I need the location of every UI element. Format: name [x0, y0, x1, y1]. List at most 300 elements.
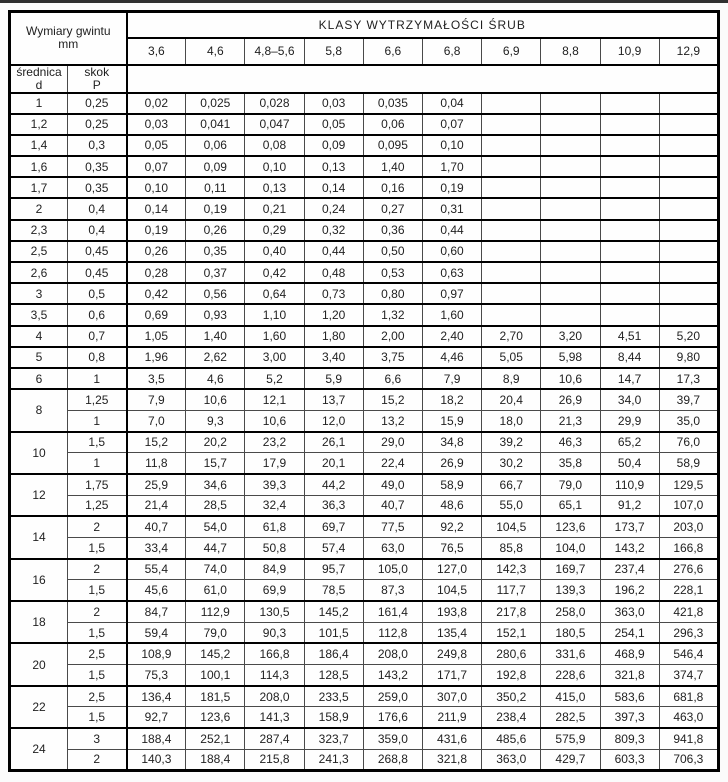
- cell-value: [541, 262, 600, 283]
- cell-value: 142,3: [482, 559, 541, 580]
- strength-classes-title: KLASY WYTRZYMAŁOŚCI ŚRUB: [127, 12, 719, 38]
- cell-value: 18,2: [422, 389, 481, 410]
- cell-value: 0,07: [127, 156, 186, 177]
- cell-pitch: 0,7: [68, 326, 127, 347]
- cell-value: 61,8: [245, 516, 304, 537]
- cell-value: [541, 241, 600, 262]
- cell-value: 1,32: [363, 304, 422, 325]
- cell-diameter: 12: [10, 474, 68, 516]
- cell-value: 181,5: [186, 686, 245, 707]
- cell-value: 84,9: [245, 559, 304, 580]
- class-header-0: 3,6: [127, 38, 186, 65]
- class-header-2: 4,8–5,6: [245, 38, 304, 65]
- cell-diameter: 1,6: [10, 156, 68, 177]
- cell-value: [541, 156, 600, 177]
- cell-value: 141,3: [245, 707, 304, 728]
- cell-value: 65,1: [541, 495, 600, 516]
- cell-value: 63,0: [363, 537, 422, 558]
- cell-value: 0,37: [186, 262, 245, 283]
- cell-value: 10,6: [186, 389, 245, 410]
- cell-value: 145,2: [186, 643, 245, 664]
- cell-value: 276,6: [659, 559, 718, 580]
- cell-value: [659, 93, 718, 114]
- cell-value: [541, 114, 600, 135]
- cell-value: 176,6: [363, 707, 422, 728]
- class-header-6: 6,9: [482, 38, 541, 65]
- cell-value: 0,05: [304, 114, 363, 135]
- cell-value: [659, 241, 718, 262]
- cell-value: 192,8: [482, 665, 541, 686]
- cell-pitch: 0,25: [68, 93, 127, 114]
- cell-value: 55,4: [127, 559, 186, 580]
- cell-value: 59,4: [127, 622, 186, 643]
- cell-value: 0,35: [186, 241, 245, 262]
- cell-value: 49,0: [363, 474, 422, 495]
- cell-value: [482, 262, 541, 283]
- cell-value: 166,8: [659, 537, 718, 558]
- cell-value: 0,025: [186, 93, 245, 114]
- cell-value: 215,8: [245, 749, 304, 770]
- bolt-strength-table: [8, 10, 720, 772]
- table-row: [10, 177, 719, 198]
- cell-value: 50,4: [600, 453, 659, 474]
- cell-value: 105,0: [363, 559, 422, 580]
- cell-value: 268,8: [363, 749, 422, 770]
- cell-value: 26,1: [304, 432, 363, 453]
- cell-value: [541, 135, 600, 156]
- table-row: [10, 283, 719, 304]
- cell-value: 2,62: [186, 347, 245, 368]
- cell-value: 1,05: [127, 326, 186, 347]
- thread-dimensions-unit: mm: [58, 37, 79, 52]
- cell-value: 0,028: [245, 93, 304, 114]
- cell-diameter: 1,2: [10, 114, 68, 135]
- cell-value: 1,96: [127, 347, 186, 368]
- cell-value: 0,03: [304, 93, 363, 114]
- table-body: [10, 93, 719, 771]
- cell-value: 25,9: [127, 474, 186, 495]
- cell-diameter: 4: [10, 326, 68, 347]
- cell-pitch: 1: [68, 368, 127, 389]
- cell-value: 259,0: [363, 686, 422, 707]
- cell-pitch: 1,25: [68, 389, 127, 410]
- cell-value: 23,2: [245, 432, 304, 453]
- diameter-symbol: d: [35, 77, 43, 92]
- cell-value: [600, 177, 659, 198]
- cell-value: 0,06: [186, 135, 245, 156]
- cell-value: 0,26: [186, 220, 245, 241]
- table-header: [10, 12, 719, 93]
- cell-pitch: 0,4: [68, 220, 127, 241]
- cell-value: 13,2: [363, 410, 422, 431]
- cell-value: 20,2: [186, 432, 245, 453]
- cell-value: 5,98: [541, 347, 600, 368]
- table-row: [10, 749, 719, 770]
- cell-pitch: 1,75: [68, 474, 127, 495]
- cell-value: [541, 304, 600, 325]
- cell-value: 363,0: [482, 749, 541, 770]
- cell-value: 158,9: [304, 707, 363, 728]
- cell-value: 211,9: [422, 707, 481, 728]
- cell-value: 186,4: [304, 643, 363, 664]
- table-row: [10, 326, 719, 347]
- cell-value: 0,09: [186, 156, 245, 177]
- cell-value: 20,1: [304, 453, 363, 474]
- cell-value: 0,08: [245, 135, 304, 156]
- cell-value: 0,11: [186, 177, 245, 198]
- cell-value: 104,5: [482, 516, 541, 537]
- cell-value: 421,8: [659, 601, 718, 622]
- cell-pitch: 1,5: [68, 432, 127, 453]
- cell-value: 20,4: [482, 389, 541, 410]
- cell-value: 350,2: [482, 686, 541, 707]
- cell-value: 0,63: [422, 262, 481, 283]
- cell-value: 10,6: [245, 410, 304, 431]
- cell-value: 48,6: [422, 495, 481, 516]
- cell-value: 0,10: [127, 177, 186, 198]
- cell-value: [541, 93, 600, 114]
- cell-value: 208,0: [245, 686, 304, 707]
- cell-value: 431,6: [422, 728, 481, 749]
- cell-value: 0,29: [245, 220, 304, 241]
- cell-value: 0,50: [363, 241, 422, 262]
- cell-value: 50,8: [245, 537, 304, 558]
- cell-value: 21,3: [541, 410, 600, 431]
- cell-value: 681,8: [659, 686, 718, 707]
- cell-value: 34,8: [422, 432, 481, 453]
- cell-value: 107,0: [659, 495, 718, 516]
- cell-value: 39,2: [482, 432, 541, 453]
- cell-value: 0,24: [304, 198, 363, 219]
- class-header-7: 8,8: [541, 38, 600, 65]
- cell-diameter: 3,5: [10, 304, 68, 325]
- cell-value: 217,8: [482, 601, 541, 622]
- cell-value: 258,0: [541, 601, 600, 622]
- cell-value: 4,51: [600, 326, 659, 347]
- class-header-4: 6,6: [363, 38, 422, 65]
- cell-diameter: 18: [10, 601, 68, 643]
- cell-value: [482, 304, 541, 325]
- cell-value: 0,10: [422, 135, 481, 156]
- table-row: [10, 601, 719, 622]
- cell-diameter: 16: [10, 559, 68, 601]
- cell-value: 112,9: [186, 601, 245, 622]
- cell-value: 323,7: [304, 728, 363, 749]
- cell-value: 66,7: [482, 474, 541, 495]
- table-row: [10, 495, 719, 516]
- cell-value: 296,3: [659, 622, 718, 643]
- cell-value: 34,0: [600, 389, 659, 410]
- cell-diameter: 1,7: [10, 177, 68, 198]
- cell-value: 0,31: [422, 198, 481, 219]
- cell-value: 69,7: [304, 516, 363, 537]
- cell-value: 44,7: [186, 537, 245, 558]
- cell-value: [541, 177, 600, 198]
- cell-diameter: 1,4: [10, 135, 68, 156]
- cell-value: 143,2: [363, 665, 422, 686]
- cell-value: 7,0: [127, 410, 186, 431]
- table-row: [10, 114, 719, 135]
- cell-value: 238,4: [482, 707, 541, 728]
- cell-value: 7,9: [422, 368, 481, 389]
- cell-value: 0,40: [245, 241, 304, 262]
- cell-pitch: 0,35: [68, 177, 127, 198]
- cell-value: 331,6: [541, 643, 600, 664]
- cell-value: 90,3: [245, 622, 304, 643]
- cell-value: 397,3: [600, 707, 659, 728]
- cell-value: 26,9: [541, 389, 600, 410]
- cell-value: 254,1: [600, 622, 659, 643]
- cell-pitch: 0,8: [68, 347, 127, 368]
- cell-diameter: 8: [10, 389, 68, 431]
- cell-value: 307,0: [422, 686, 481, 707]
- cell-value: 33,4: [127, 537, 186, 558]
- cell-value: 0,19: [186, 198, 245, 219]
- cell-value: 575,9: [541, 728, 600, 749]
- cell-value: 5,9: [304, 368, 363, 389]
- cell-value: 8,44: [600, 347, 659, 368]
- cell-value: 188,4: [127, 728, 186, 749]
- cell-value: 0,36: [363, 220, 422, 241]
- cell-value: [600, 114, 659, 135]
- cell-pitch: 1,5: [68, 707, 127, 728]
- class-header-3: 5,8: [304, 38, 363, 65]
- cell-diameter: 2,5: [10, 241, 68, 262]
- cell-value: 0,27: [363, 198, 422, 219]
- cell-value: 143,2: [600, 537, 659, 558]
- cell-value: 546,4: [659, 643, 718, 664]
- cell-value: 0,16: [363, 177, 422, 198]
- cell-value: 45,6: [127, 580, 186, 601]
- cell-pitch: 1,25: [68, 495, 127, 516]
- cell-value: 415,0: [541, 686, 600, 707]
- cell-value: 0,26: [127, 241, 186, 262]
- cell-value: 58,9: [659, 453, 718, 474]
- header-row-subcolumns: [10, 65, 719, 93]
- cell-value: 12,0: [304, 410, 363, 431]
- cell-value: [600, 283, 659, 304]
- cell-diameter: 10: [10, 432, 68, 474]
- cell-value: 91,2: [600, 495, 659, 516]
- cell-value: 0,047: [245, 114, 304, 135]
- class-header-5: 6,8: [422, 38, 481, 65]
- cell-value: 203,0: [659, 516, 718, 537]
- cell-value: 1,20: [304, 304, 363, 325]
- cell-value: 166,8: [245, 643, 304, 664]
- cell-value: [600, 220, 659, 241]
- cell-value: 136,4: [127, 686, 186, 707]
- header-spacer-cell: [127, 65, 719, 93]
- cell-value: [482, 177, 541, 198]
- cell-value: 35,0: [659, 410, 718, 431]
- cell-value: 77,5: [363, 516, 422, 537]
- cell-value: 65,2: [600, 432, 659, 453]
- cell-value: 79,0: [186, 622, 245, 643]
- cell-value: [659, 177, 718, 198]
- cell-value: 127,0: [422, 559, 481, 580]
- table-row: [10, 347, 719, 368]
- cell-value: 114,3: [245, 665, 304, 686]
- cell-value: 4,46: [422, 347, 481, 368]
- cell-value: 100,1: [186, 665, 245, 686]
- cell-value: 359,0: [363, 728, 422, 749]
- cell-pitch: 0,3: [68, 135, 127, 156]
- cell-value: 0,64: [245, 283, 304, 304]
- cell-value: 3,5: [127, 368, 186, 389]
- cell-value: 0,42: [127, 283, 186, 304]
- cell-value: 15,9: [422, 410, 481, 431]
- diameter-label: średnica: [16, 64, 62, 79]
- cell-value: 0,03: [127, 114, 186, 135]
- cell-value: 108,9: [127, 643, 186, 664]
- cell-pitch: 3: [68, 728, 127, 749]
- cell-value: [482, 114, 541, 135]
- cell-value: 0,53: [363, 262, 422, 283]
- cell-value: 0,97: [422, 283, 481, 304]
- cell-pitch: 0,25: [68, 114, 127, 135]
- cell-value: [600, 135, 659, 156]
- cell-value: 101,5: [304, 622, 363, 643]
- cell-value: 0,041: [186, 114, 245, 135]
- cell-value: 1,40: [363, 156, 422, 177]
- cell-value: 5,2: [245, 368, 304, 389]
- cell-value: 0,06: [363, 114, 422, 135]
- cell-value: 17,3: [659, 368, 718, 389]
- cell-value: 1,10: [245, 304, 304, 325]
- cell-value: [541, 220, 600, 241]
- cell-value: 78,5: [304, 580, 363, 601]
- table-row: [10, 198, 719, 219]
- cell-value: [659, 304, 718, 325]
- cell-value: 2,00: [363, 326, 422, 347]
- cell-value: [659, 262, 718, 283]
- pitch-label: skok: [84, 64, 110, 79]
- table-row: [10, 643, 719, 664]
- cell-value: 61,0: [186, 580, 245, 601]
- cell-value: 173,7: [600, 516, 659, 537]
- cell-value: 196,2: [600, 580, 659, 601]
- cell-pitch: 0,35: [68, 156, 127, 177]
- table-row: [10, 474, 719, 495]
- cell-pitch: 0,4: [68, 198, 127, 219]
- cell-value: 241,3: [304, 749, 363, 770]
- cell-value: 87,3: [363, 580, 422, 601]
- cell-pitch: 0,45: [68, 262, 127, 283]
- table-row: [10, 135, 719, 156]
- cell-value: 140,3: [127, 749, 186, 770]
- table-row: [10, 368, 719, 389]
- cell-value: 95,7: [304, 559, 363, 580]
- cell-value: 228,6: [541, 665, 600, 686]
- table-row: [10, 622, 719, 643]
- cell-value: 9,3: [186, 410, 245, 431]
- cell-pitch: 1,5: [68, 580, 127, 601]
- cell-pitch: 1,5: [68, 665, 127, 686]
- cell-value: 0,21: [245, 198, 304, 219]
- cell-value: 0,14: [127, 198, 186, 219]
- cell-value: 0,44: [304, 241, 363, 262]
- cell-value: 6,6: [363, 368, 422, 389]
- cell-value: 145,2: [304, 601, 363, 622]
- cell-value: [541, 283, 600, 304]
- cell-pitch: 1: [68, 410, 127, 431]
- cell-pitch: 1,5: [68, 622, 127, 643]
- pitch-symbol: P: [92, 77, 101, 92]
- cell-value: 15,7: [186, 453, 245, 474]
- cell-value: [482, 241, 541, 262]
- cell-value: 0,04: [422, 93, 481, 114]
- cell-value: 12,1: [245, 389, 304, 410]
- cell-value: 468,9: [600, 643, 659, 664]
- cell-pitch: 1,5: [68, 537, 127, 558]
- cell-value: 128,5: [304, 665, 363, 686]
- cell-value: 15,2: [363, 389, 422, 410]
- cell-value: 463,0: [659, 707, 718, 728]
- cell-value: 282,5: [541, 707, 600, 728]
- cell-diameter: 20: [10, 643, 68, 685]
- cell-value: 0,035: [363, 93, 422, 114]
- cell-value: 84,7: [127, 601, 186, 622]
- table-row: [10, 241, 719, 262]
- cell-value: 1,80: [304, 326, 363, 347]
- table-row: [10, 93, 719, 114]
- cell-value: 8,9: [482, 368, 541, 389]
- cell-value: 2,70: [482, 326, 541, 347]
- table-row: [10, 559, 719, 580]
- cell-value: 69,9: [245, 580, 304, 601]
- cell-value: 110,9: [600, 474, 659, 495]
- class-header-1: 4,6: [186, 38, 245, 65]
- cell-value: 7,9: [127, 389, 186, 410]
- cell-value: 129,5: [659, 474, 718, 495]
- cell-value: 104,0: [541, 537, 600, 558]
- cell-value: 321,8: [600, 665, 659, 686]
- cell-value: [600, 198, 659, 219]
- cell-value: 363,0: [600, 601, 659, 622]
- cell-value: 0,44: [422, 220, 481, 241]
- cell-value: 485,6: [482, 728, 541, 749]
- cell-value: 0,05: [127, 135, 186, 156]
- cell-value: 10,6: [541, 368, 600, 389]
- diameter-column-header: [10, 65, 68, 93]
- cell-diameter: 2,6: [10, 262, 68, 283]
- cell-pitch: 0,5: [68, 283, 127, 304]
- table-row: [10, 707, 719, 728]
- cell-value: 29,9: [600, 410, 659, 431]
- cell-diameter: 3: [10, 283, 68, 304]
- cell-value: 117,7: [482, 580, 541, 601]
- cell-value: [600, 304, 659, 325]
- cell-pitch: 2: [68, 749, 127, 770]
- cell-value: 21,4: [127, 495, 186, 516]
- cell-value: 374,7: [659, 665, 718, 686]
- cell-value: 321,8: [422, 749, 481, 770]
- cell-value: [600, 262, 659, 283]
- cell-value: 180,5: [541, 622, 600, 643]
- cell-value: 0,56: [186, 283, 245, 304]
- cell-value: 0,095: [363, 135, 422, 156]
- cell-value: 0,19: [127, 220, 186, 241]
- cell-diameter: 2,3: [10, 220, 68, 241]
- cell-value: 36,3: [304, 495, 363, 516]
- cell-value: [482, 220, 541, 241]
- cell-value: 0,32: [304, 220, 363, 241]
- cell-value: 0,19: [422, 177, 481, 198]
- cell-value: 40,7: [127, 516, 186, 537]
- cell-value: 75,3: [127, 665, 186, 686]
- cell-value: [482, 93, 541, 114]
- cell-value: [600, 93, 659, 114]
